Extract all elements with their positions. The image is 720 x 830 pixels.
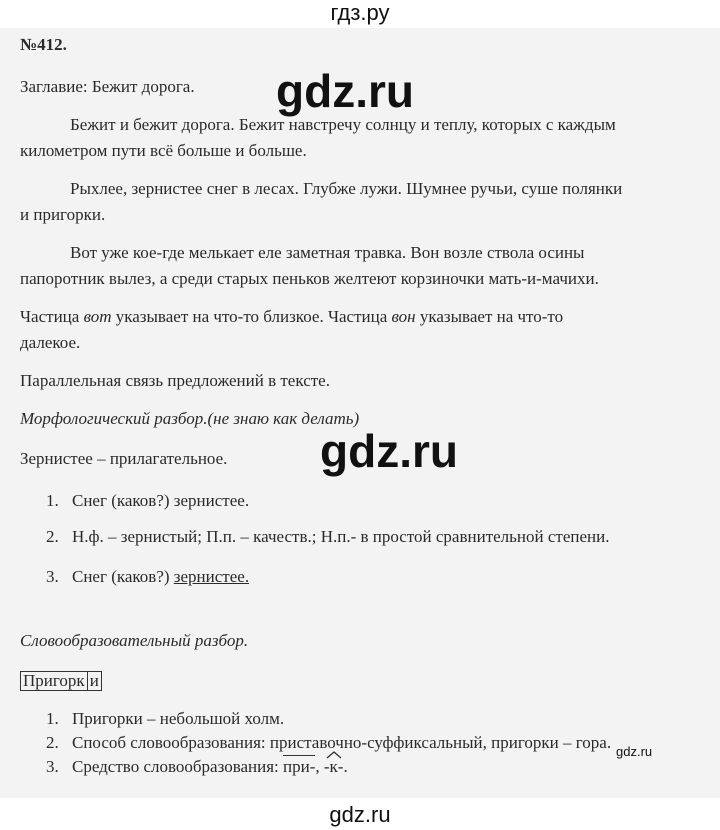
stem-box — [20, 671, 102, 691]
brand-header: гдз.ру — [330, 0, 390, 25]
morph-item-3 — [72, 566, 249, 588]
word-line: Зернистее – прилагательное. — [20, 449, 228, 468]
watermark-middle: gdz.ru — [320, 425, 458, 477]
prefix-mark: при- — [283, 757, 316, 776]
watermark-top: gdz.ru — [276, 65, 414, 117]
para3-line2: папоротник вылез, а среди старых пеньков желтеют корзиночки мать-и-мачихи. — [20, 269, 599, 288]
word-item-3-end: . — [343, 757, 348, 776]
word-item-3 — [72, 756, 348, 778]
task-number: №412. — [20, 35, 67, 54]
word-item-3-text: Средство словообразования: — [72, 757, 284, 776]
morph-item-1: Снег (каков?) зернистее. — [72, 491, 250, 510]
particle-vot: вот — [83, 307, 112, 326]
particle-line1 — [20, 306, 563, 328]
word-item-1-num: 1. — [46, 709, 59, 728]
word-item-3-num: 3. — [46, 757, 59, 776]
morph-item-2-num: 2. — [46, 527, 59, 546]
suffix-text: -к- — [323, 757, 344, 776]
para3-line1: Вот уже кое-где мелькает еле заметная травка. Вон возле ствола осины — [70, 243, 585, 262]
suffix-mark — [324, 757, 344, 776]
morph-item-1-num: 1. — [46, 491, 59, 510]
para1-line2: километром пути всё больше и больше. — [20, 141, 307, 160]
morph-item-3-num: 3. — [46, 567, 59, 586]
morph-item-3-text: Снег (каков?) — [72, 567, 174, 586]
morph-item-2: Н.ф. – зернистый; П.п. – качеств.; Н.п.- в простой сравнительной степени. — [72, 527, 610, 546]
parallel-line: Параллельная связь предложений в тексте. — [20, 371, 330, 390]
word-item-2-num: 2. — [46, 733, 59, 752]
particle-text-b: указывает на что-то близкое. Частица — [111, 307, 392, 326]
particle-von: вон — [391, 307, 416, 326]
morph-heading: Морфологический разбор.(не знаю как делать) — [20, 409, 360, 428]
word-ending: и — [87, 671, 99, 690]
particle-text-a: Частица — [20, 307, 84, 326]
watermark-small: gdz.ru — [616, 744, 653, 759]
para2-line1: Рыхлее, зернистее снег в лесах. Глубже лужи. Шумнее ручьи, суше полянки — [70, 179, 623, 198]
para1-line1: Бежит и бежит дорога. Бежит навстречу солнцу и теплу, которых с каждым — [70, 115, 616, 134]
answer-sheet — [0, 28, 720, 798]
morph-item-3-underlined: зернистее. — [173, 567, 250, 586]
word-formation-heading: Словообразовательный разбор. — [20, 631, 249, 650]
word-morpheme-box — [20, 670, 102, 692]
particle-line2: далекое. — [20, 333, 81, 352]
word-item-1: Пригорки – небольшой холм. — [72, 709, 285, 728]
brand-footer: gdz.ru — [329, 802, 391, 827]
particle-text-c: указывает на что-то — [415, 307, 564, 326]
word-item-3-sep: , — [315, 757, 324, 776]
word-stem: Пригорк — [23, 671, 85, 690]
para2-line2: и пригорки. — [20, 205, 106, 224]
title-line: Заглавие: Бежит дорога. — [20, 77, 195, 96]
suffix-caret-icon — [326, 751, 342, 759]
word-item-2: Способ словообразования: приставочно-суффиксальный, пригорки – гора. — [72, 733, 612, 752]
